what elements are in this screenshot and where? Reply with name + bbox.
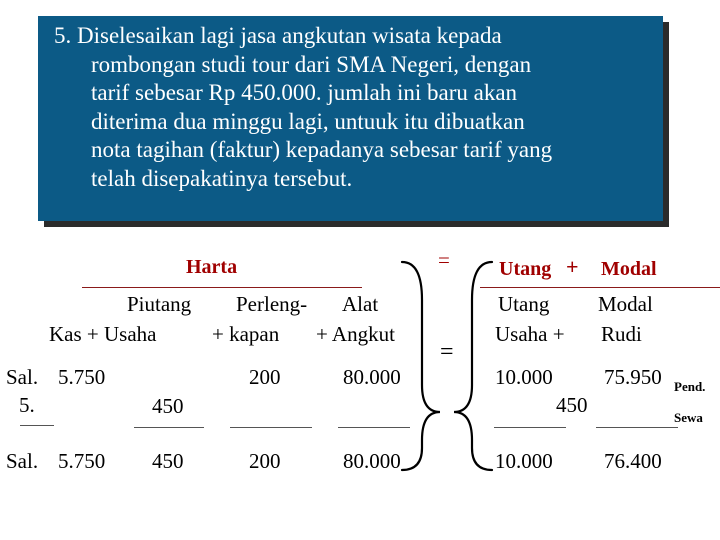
utang-header: Utang <box>499 258 552 280</box>
col-perleng-bottom: + kapan <box>212 322 280 346</box>
col-piutang-top: Piutang <box>127 292 192 316</box>
problem-line-5: nota tagihan (faktur) kepadanya sebesar tarif yang <box>91 137 553 162</box>
underline-modal <box>596 427 678 428</box>
underline-kas <box>20 425 54 426</box>
trans-5-modal: 450 <box>556 393 588 417</box>
col-perleng-top: Perleng- <box>236 292 308 316</box>
note-sewa: Sewa <box>674 410 703 425</box>
problem-line-2: rombongan studi tour dari SMA Negeri, dengan <box>91 51 532 77</box>
final-perlengkapan: 200 <box>249 449 281 473</box>
problem-line-6: telah disepakatinya tersebut. <box>91 165 353 191</box>
modal-header: Modal <box>601 258 657 280</box>
col-modal-top: Modal <box>598 292 653 316</box>
plus-header: + <box>566 254 579 279</box>
saldo-modal: 75.950 <box>604 365 662 389</box>
saldo-utang: 10.000 <box>495 365 553 389</box>
left-brace-icon <box>454 262 492 470</box>
problem-line-1: 5. Diselesaikan lagi jasa angkutan wisata kepada <box>54 23 502 48</box>
underline-perlengkapan <box>230 427 312 428</box>
saldo-kas: 5.750 <box>58 365 106 389</box>
saldo-label: Sal. <box>6 365 39 389</box>
col-alat-top: Alat <box>342 292 379 316</box>
final-label: Sal. <box>6 449 39 473</box>
saldo-alat: 80.000 <box>343 365 401 389</box>
problem-line-3: tarif sebesar Rp 450.000. jumlah ini baru akan <box>91 80 518 105</box>
col-kas-usaha: Kas + Usaha <box>49 322 157 346</box>
trans-5-piutang: 450 <box>152 394 184 418</box>
final-kas: 5.750 <box>58 449 106 473</box>
problem-line-4: diterima dua minggu lagi, untuuk itu dibuatkan <box>91 108 525 134</box>
final-modal: 76.400 <box>604 449 662 473</box>
note-pend: Pend. <box>674 379 706 394</box>
equals-sign-mid: = <box>440 339 454 365</box>
equals-sign-header: = <box>438 248 450 272</box>
final-utang: 10.000 <box>495 449 553 473</box>
underline-utang <box>494 427 566 428</box>
col-alat-bottom: + Angkut <box>316 322 395 346</box>
final-piutang: 450 <box>152 449 184 473</box>
harta-header: Harta <box>186 256 238 278</box>
saldo-perlengkapan: 200 <box>249 365 281 389</box>
right-brace-icon <box>402 262 440 470</box>
col-modal-bottom: Rudi <box>601 322 642 346</box>
col-utang-top: Utang <box>498 292 550 316</box>
col-utang-bottom: Usaha + <box>495 322 565 346</box>
final-alat: 80.000 <box>343 449 401 473</box>
underline-piutang <box>134 427 204 428</box>
trans-5-label: 5. <box>19 393 35 417</box>
underline-alat <box>338 427 410 428</box>
